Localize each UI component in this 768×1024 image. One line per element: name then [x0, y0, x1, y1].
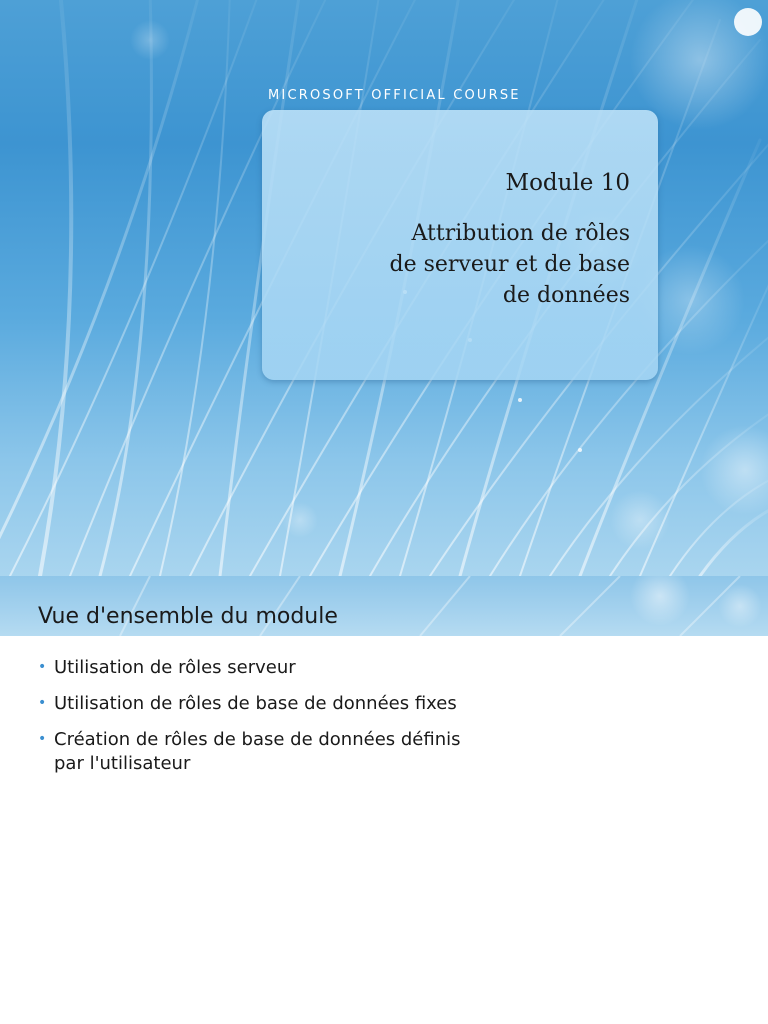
bullet-dot-icon: • — [38, 731, 47, 747]
title-card — [262, 110, 658, 380]
module-title-line: de données — [502, 283, 630, 308]
bullet-dot-icon: • — [38, 659, 47, 675]
bullet-text: par l'utilisateur — [54, 753, 191, 774]
bullet-item — [38, 728, 738, 776]
bullet-list — [38, 656, 738, 788]
bullet-item — [38, 656, 738, 680]
module-number: Module 10 — [505, 170, 630, 196]
slide-header — [0, 576, 768, 636]
slide-title: Vue d'ensemble du module — [38, 604, 338, 629]
bullet-item — [38, 692, 738, 716]
module-title-line: de serveur et de base — [389, 252, 630, 277]
bullet-text: Utilisation de rôles de base de données fixes — [54, 693, 457, 714]
module-title-line: Attribution de rôles — [411, 221, 630, 246]
bullet-text: Création de rôles de base de données définis — [54, 729, 461, 750]
module-title — [330, 218, 630, 311]
bullet-text: Utilisation de rôles serveur — [54, 657, 296, 678]
course-label: MICROSOFT OFFICIAL COURSE — [268, 88, 521, 103]
overview-slide — [0, 576, 768, 1024]
bullet-dot-icon: • — [38, 695, 47, 711]
